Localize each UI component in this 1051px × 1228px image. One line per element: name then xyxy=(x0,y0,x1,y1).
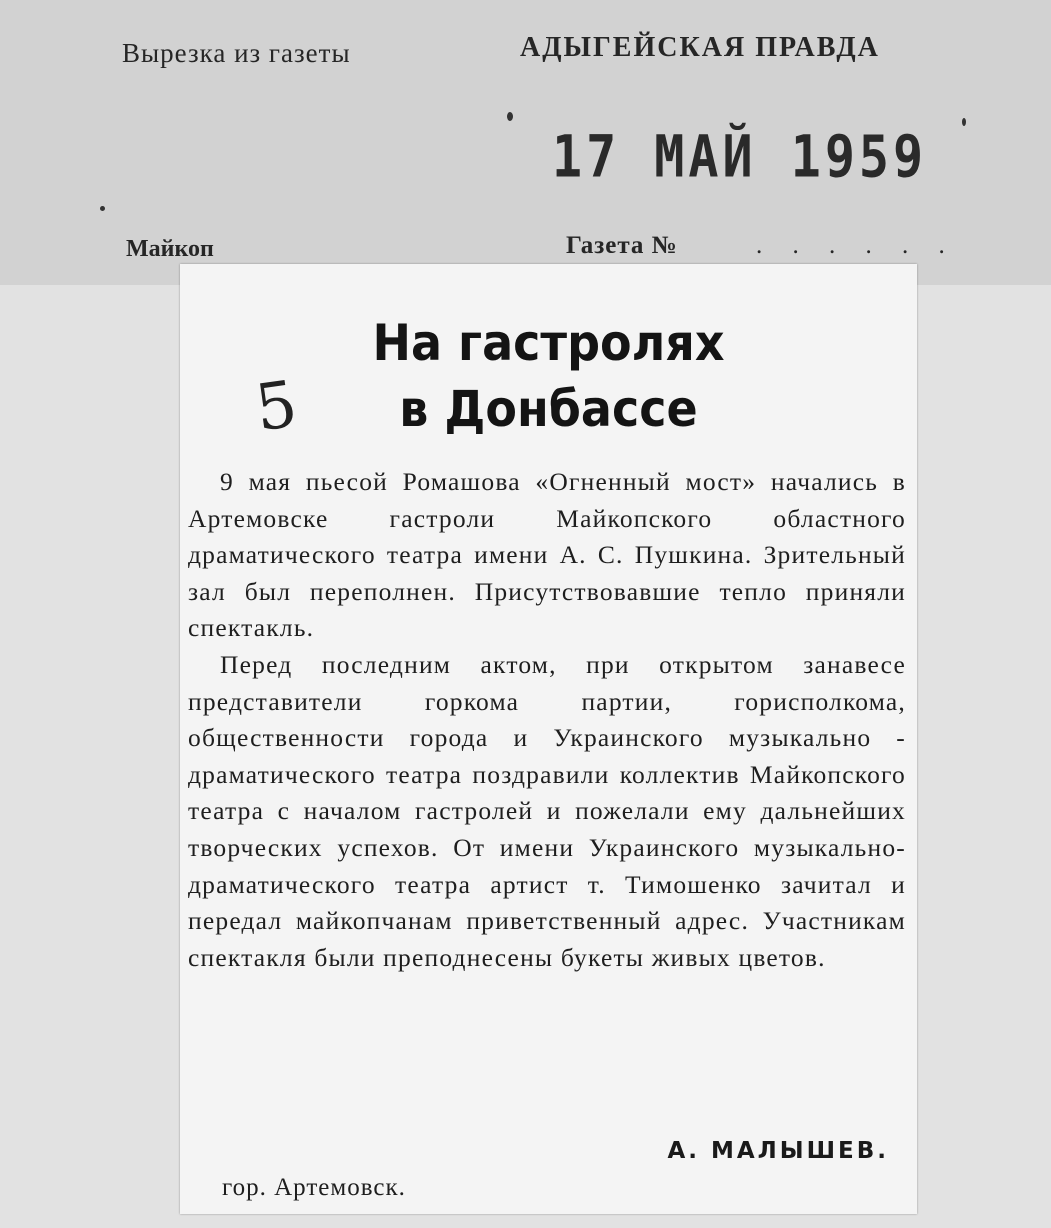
article-body xyxy=(188,464,906,976)
article-title-line-2: в Донбассе xyxy=(399,380,698,438)
ink-speck xyxy=(507,112,513,121)
article-paragraph-2: Перед последним актом, при открытом занавесе представители горкома партии, горисполкома, общественности города и Украинского музыкально - драматического театра поздравили коллектив Майкопского театра с началом гастролей и пожелали ему дальнейших творческих успехов. От имени Украинского музыкально-драматического театра артист т. Тимошенко зачитал и передал майкопчанам приветственный адрес. Участникам спектакля были преподнесены букеты живых цветов. xyxy=(188,649,906,972)
article-title xyxy=(180,310,917,442)
handwritten-number: 5 xyxy=(251,367,302,447)
article-paragraph-1: 9 мая пьесой Ромашова «Огненный мост» начались в Артемовске гастроли Майкопского областного драматического театра имени А. С. Пушкина. Зрительный зал был переполнен. Присутствовавшие тепло приняли спектакль. xyxy=(188,467,906,643)
city-label: Майкоп xyxy=(126,236,214,262)
ink-speck xyxy=(100,206,105,211)
newspaper-clipping xyxy=(180,264,917,1214)
article-author: А. МАЛЫШЕВ. xyxy=(667,1138,889,1164)
clipping-label: Вырезка из газеты xyxy=(122,38,351,68)
ink-speck xyxy=(962,118,966,126)
issue-number-blank: . . . . . . xyxy=(756,232,957,259)
date-stamp: 17 МАЙ 1959 xyxy=(552,123,928,191)
issue-number-label: Газета № xyxy=(566,232,678,259)
article-title-line-1: На гастролях xyxy=(372,314,725,372)
newspaper-name: АДЫГЕЙСКАЯ ПРАВДА xyxy=(520,32,880,63)
article-place: гор. Артемовск. xyxy=(222,1174,406,1201)
